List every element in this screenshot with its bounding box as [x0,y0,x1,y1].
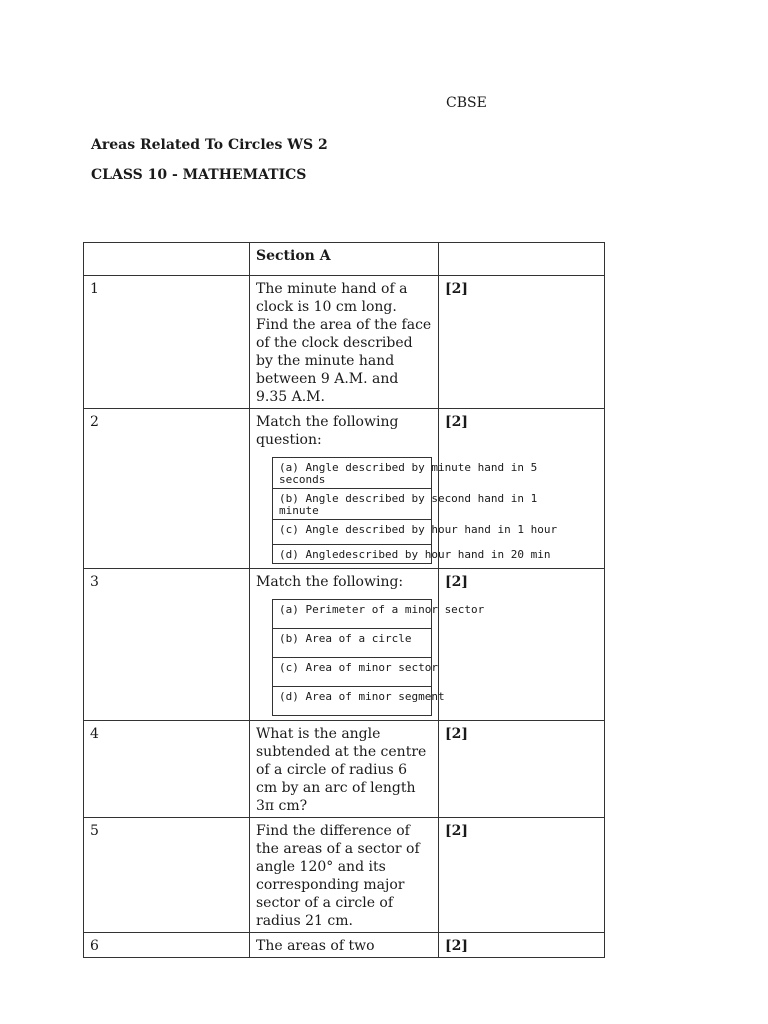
option-row [273,687,432,716]
question-cell [250,569,485,721]
question-number: 5 [84,818,250,933]
option-row [273,629,432,658]
option-cell [273,458,538,489]
section-label: Section A [250,243,439,276]
option-row [273,658,432,687]
question-marks: [2] [439,569,605,721]
option-row [273,545,432,564]
option-row [273,458,432,489]
table-row [84,721,605,818]
question-text: Match the following: [256,574,404,590]
question-text: The minute hand of a clock is 10 cm long. Find the area of the face of the clock described by the minute hand between 9 A.M. and 9.35 A.M. [250,276,439,409]
worksheet-title: Areas Related To Circles WS 2 [91,137,328,153]
option-line: (d) Angledescribed by hour hand in 20 min [279,548,551,561]
option-row [273,489,432,520]
header-cell-empty [84,243,250,276]
question-marks: [2] [439,721,605,818]
table-row [84,569,605,721]
option-line: (b) Angle described by second hand in 1 [279,492,538,505]
option-cell: (c) Area of minor sector [273,658,432,687]
option-cell [273,520,558,545]
option-row [273,520,432,545]
questions-table [83,242,605,958]
option-cell: (b) Area of a circle [273,629,432,658]
worksheet-subtitle: CLASS 10 - MATHEMATICS [91,167,307,183]
option-cell: (d) Area of minor segment [273,687,432,716]
table-row [84,409,605,569]
question-marks: [2] [439,276,605,409]
question-marks: [2] [439,409,605,569]
table-row [84,276,605,409]
table-row [84,818,605,933]
question-text: Match the following question: [256,414,399,448]
option-cell [273,489,538,520]
question-number: 3 [84,569,250,721]
option-cell [273,545,551,564]
question-marks: [2] [439,818,605,933]
question-number: 4 [84,721,250,818]
header-cell-empty [439,243,605,276]
option-line: minute [279,504,319,517]
question-number: 2 [84,409,250,569]
question-cell [250,409,558,569]
option-line: seconds [279,473,326,486]
question-text: Find the difference of the areas of a sector of angle 120° and its corresponding major sector of a circle of radius 21 cm. [250,818,439,933]
question-text: What is the angle subtended at the centre of a circle of radius 6 cm by an arc of length 3π cm? [250,721,439,818]
table-header-row [84,243,605,276]
question-number: 1 [84,276,250,409]
board-label: CBSE [446,95,487,111]
option-row [273,600,432,629]
question-marks: [2] [439,933,605,958]
match-options-table [272,599,485,716]
option-cell: (a) Perimeter of a minor sector [273,600,432,629]
match-options-table [272,457,558,564]
table-row [84,933,605,958]
option-line: (c) Angle described by hour hand in 1 hour [279,523,558,536]
option-line: (a) Angle described by minute hand in 5 [279,461,538,474]
question-text: The areas of two [250,933,439,958]
question-number: 6 [84,933,250,958]
